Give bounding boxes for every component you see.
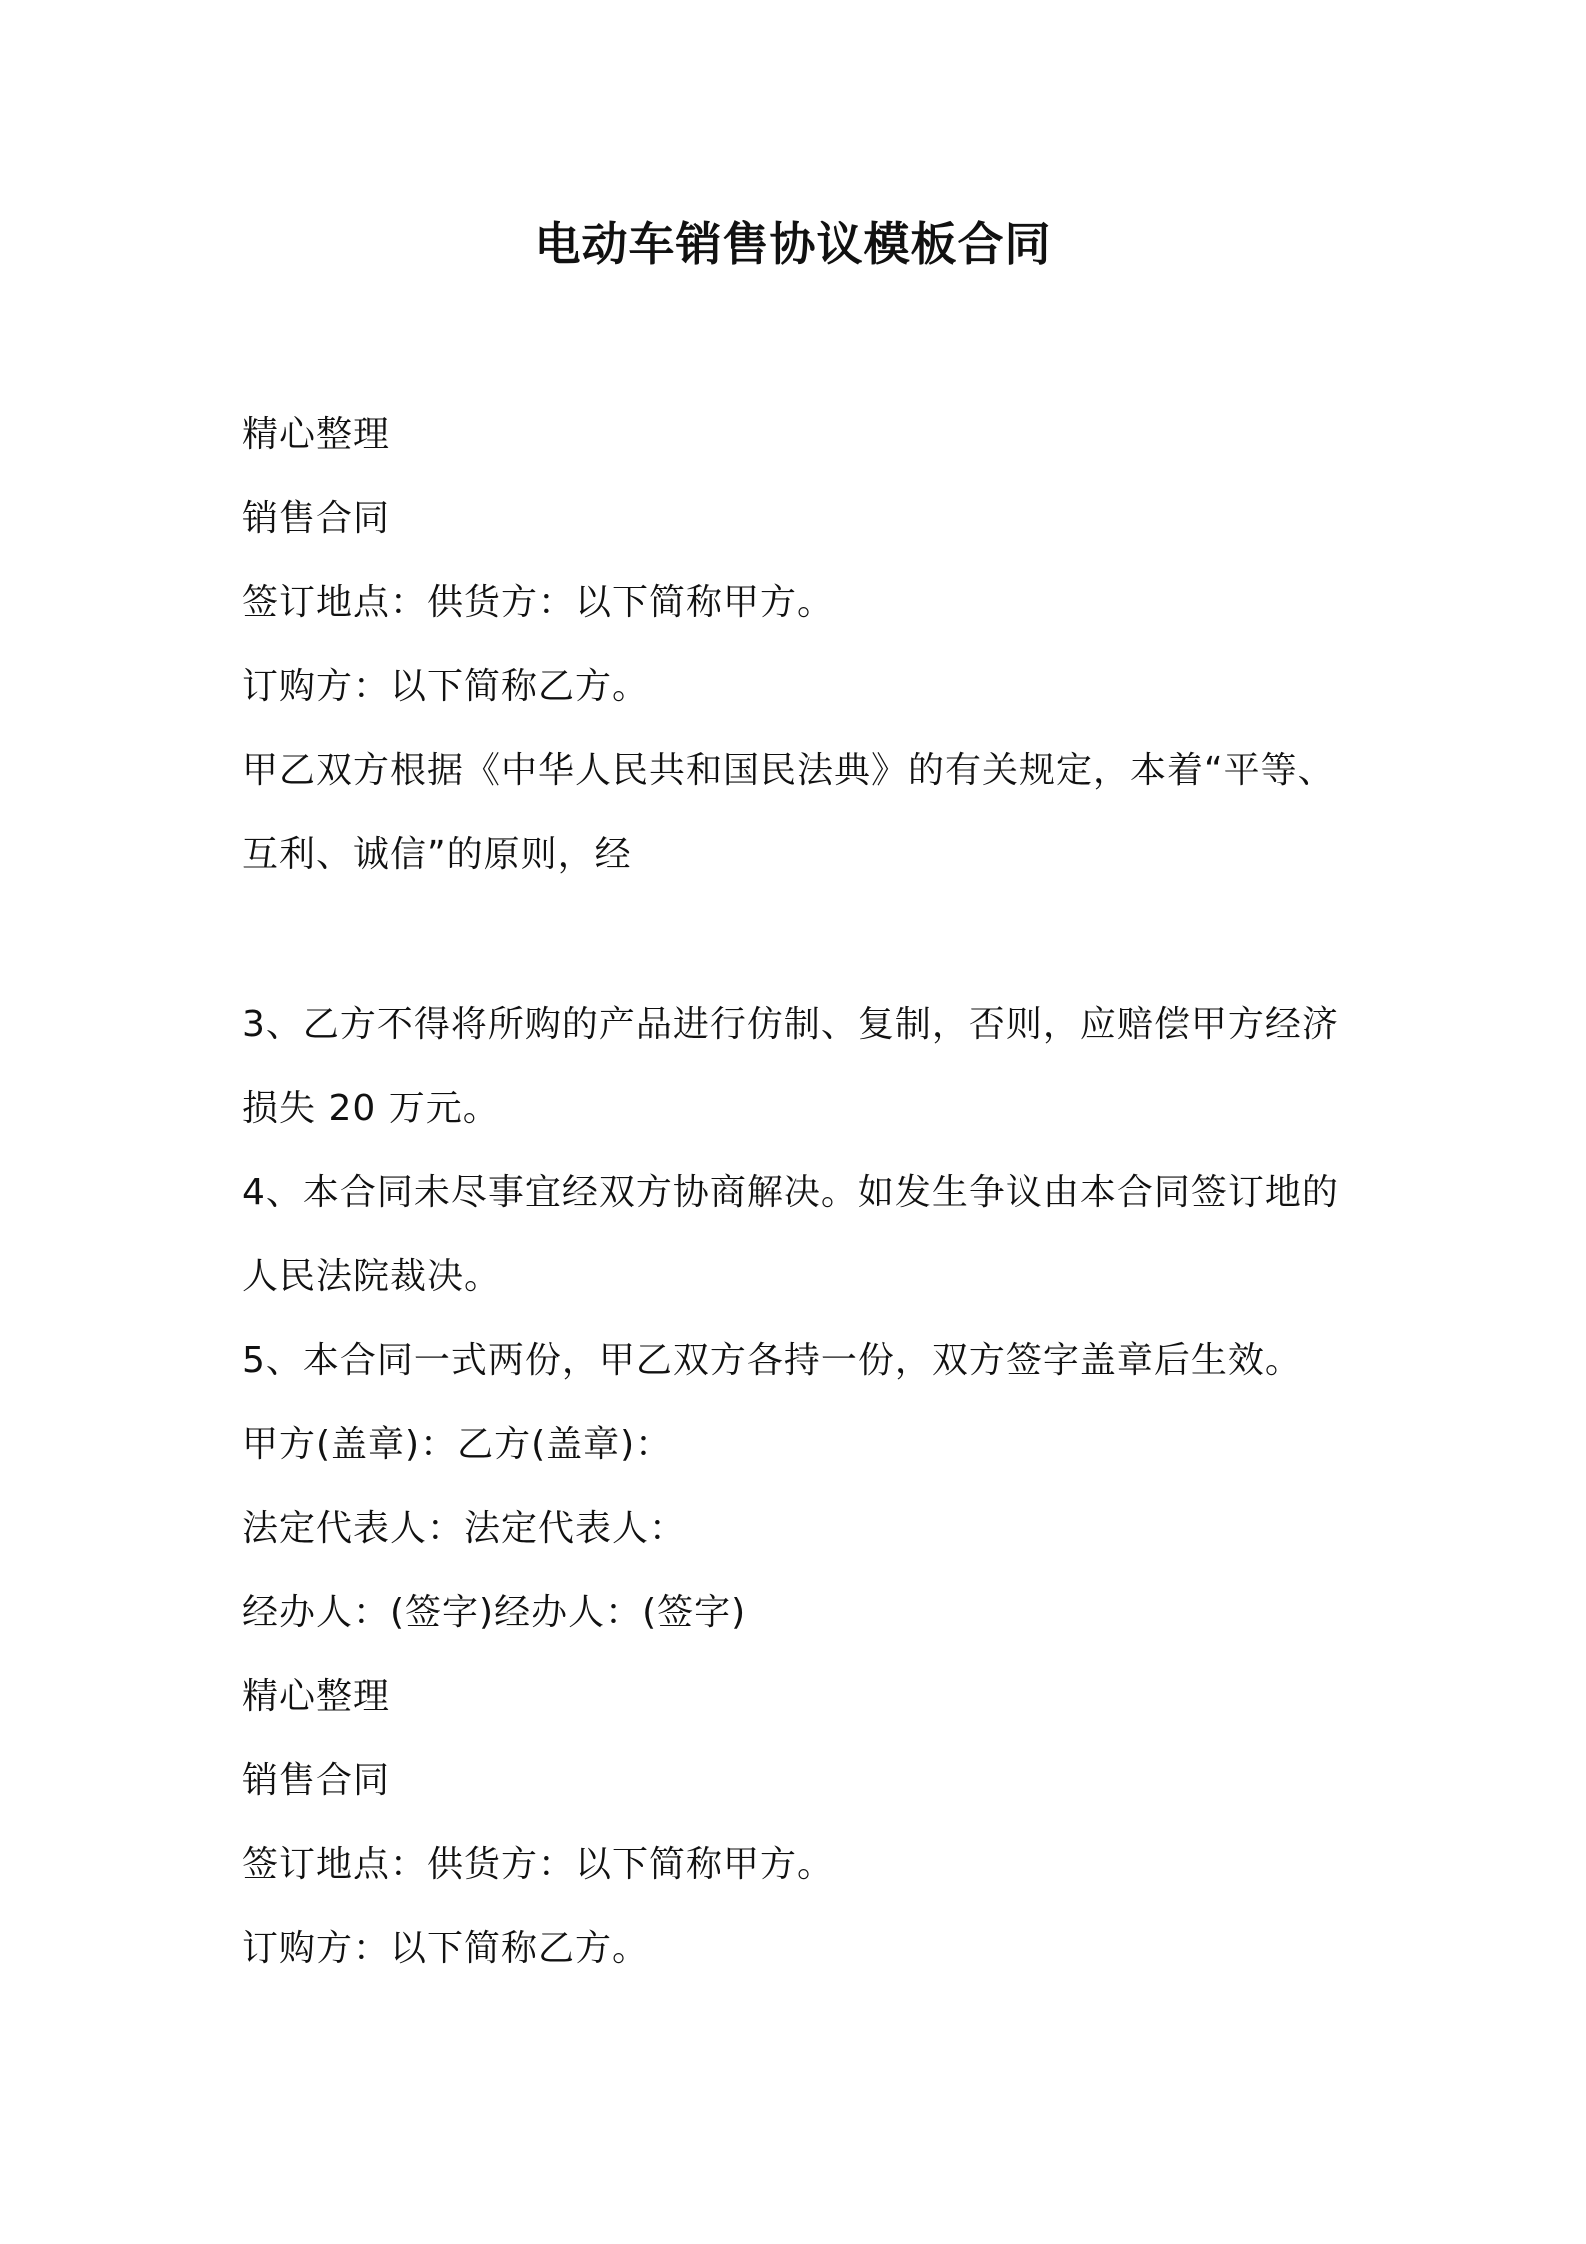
text-line-agents-signatures: 经办人：(签字)经办人：(签字): [242, 1592, 747, 1633]
text-line-buyer-2: 订购方：以下简称乙方。: [242, 1928, 650, 1969]
text-line-clause-4b: 人民法院裁决。: [242, 1256, 502, 1297]
text-line-heading-sales-contract-1: 销售合同: [242, 498, 391, 539]
text-line-clause-5: 5、本合同一式两份，甲乙双方各持一份，双方签字盖章后生效。: [242, 1340, 1302, 1381]
text-line-seal-parties: 甲方(盖章)：乙方(盖章)：: [242, 1424, 673, 1465]
text-line-legal-representatives: 法定代表人：法定代表人：: [242, 1508, 687, 1549]
text-line-seal-1: 精心整理: [242, 414, 391, 455]
text-line-seal-2: 精心整理: [242, 1676, 391, 1717]
text-line-signing-place-2: 签订地点：供货方：以下简称甲方。: [242, 1844, 835, 1885]
text-line-buyer-1: 订购方：以下简称乙方。: [242, 666, 650, 707]
text-line-preamble-2: 互利、诚信”的原则，经: [242, 834, 632, 875]
text-line-clause-3b: 损失 20 万元。: [242, 1088, 500, 1129]
text-line-clause-3a: 3、乙方不得将所购的产品进行仿制、复制，否则，应赔偿甲方经济: [242, 1004, 1339, 1045]
document-title: 电动车销售协议模板合同: [534, 217, 1052, 271]
text-line-clause-4a: 4、本合同未尽事宜经双方协商解决。如发生争议由本合同签订地的: [242, 1172, 1339, 1213]
text-line-heading-sales-contract-2: 销售合同: [242, 1760, 391, 1801]
text-line-signing-place-1: 签订地点：供货方：以下简称甲方。: [242, 582, 835, 623]
text-line-preamble-1: 甲乙双方根据《中华人民共和国民法典》的有关规定，本着“平等、: [242, 750, 1335, 791]
